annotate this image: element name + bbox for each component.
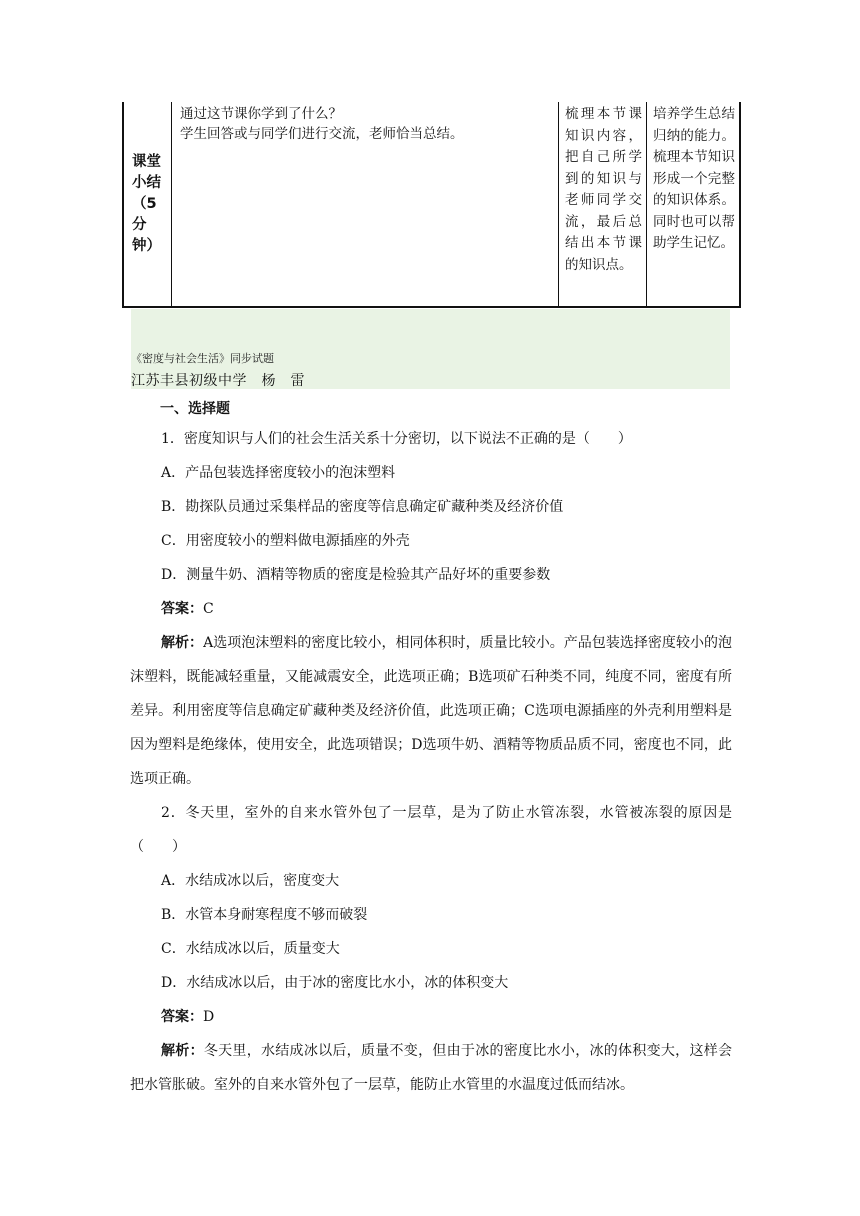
- analysis-paragraph: [130, 626, 732, 796]
- analysis-paragraph: [130, 1034, 732, 1102]
- teacher-activity-line: 通过这节课你学到了什么？: [180, 106, 342, 122]
- answer-option: D．水结成冰以后，由于冰的密度比水小，冰的体积变大: [161, 975, 509, 991]
- question-stem: 2．冬天里，室外的自来水管外包了一层草，是为了防止水管冻裂，水管被冻裂的原因是（ ）: [130, 805, 732, 855]
- answer-label: 答案：: [161, 1009, 203, 1025]
- section-heading: 一、选择题: [160, 401, 230, 417]
- answer-value: C: [203, 601, 214, 617]
- section-label-cell: [123, 102, 172, 307]
- answer-option: B．勘探队员通过采集样品的密度等信息确定矿藏种类及经济价值: [161, 499, 564, 515]
- answer-line: [130, 1000, 732, 1034]
- answer-option: B．水管本身耐寒程度不够而破裂: [161, 907, 368, 923]
- answer-option: D．测量牛奶、酒精等物质的密度是检验其产品好坏的重要参数: [161, 567, 551, 583]
- analysis-label: 解析：: [161, 1043, 204, 1059]
- answer-line: [130, 592, 732, 626]
- question-content: [130, 396, 732, 1102]
- answer-option: C．用密度较小的塑料做电源插座的外壳: [161, 533, 410, 549]
- answer-option: A．水结成冰以后，密度变大: [161, 873, 340, 889]
- teacher-activity-line: 学生回答或与同学们进行交流，老师恰当总结。: [180, 126, 464, 142]
- lesson-plan-table: [122, 102, 741, 308]
- analysis-text: 冬天里，水结成冰以后，质量不变，但由于冰的密度比水小，冰的体积变大，这样会把水管胀破。室外的自来水管外包了一层草，能防止水管里的水温度过低而结冰。: [130, 1043, 733, 1093]
- analysis-text: A选项泡沫塑料的密度比较小，相同体积时，质量比较小。产品包装选择密度较小的泡沫塑料，既能减轻重量，又能减震安全，此选项正确；B选项矿石种类不同，纯度不同，密度有所差异。利用密度等信息确定矿藏种类及经济价值，此选项正确；C选项电源插座的外壳利用塑料是因为塑料是绝缘体，使用安全，此选项错误；D选项牛奶、酒精等物质品质不同，密度也不同，此选项正确。: [130, 635, 733, 787]
- answer-option: C．水结成冰以后，质量变大: [161, 941, 340, 957]
- student-activity-cell: [559, 102, 647, 307]
- table-row: [123, 102, 740, 307]
- design-intent-text: 培养学生总结归纳的能力。梳理本节知识形成一个完整的知识体系。同时也可以帮助学生记忆。: [653, 106, 735, 251]
- design-intent-cell: [647, 102, 741, 307]
- teacher-activity-cell: [172, 102, 559, 307]
- student-activity-text: 梳理本节课知识内容，把自己所学到的知识与老师同学交流，最后总结出本节课的知识点。: [565, 106, 642, 273]
- answer-option: A．产品包装选择密度较小的泡沫塑料: [161, 465, 396, 481]
- answer-label: 答案：: [161, 601, 203, 617]
- analysis-label: 解析：: [161, 635, 204, 651]
- section-label: 课堂小结（5分钟）: [132, 154, 161, 254]
- question-stem: 1．密度知识与人们的社会生活关系十分密切，以下说法不正确的是（ ）: [161, 431, 632, 447]
- document-author: 江苏丰县初级中学 杨 雷: [131, 373, 305, 389]
- document-title: 《密度与社会生活》同步试题: [131, 352, 274, 365]
- answer-value: D: [203, 1009, 215, 1025]
